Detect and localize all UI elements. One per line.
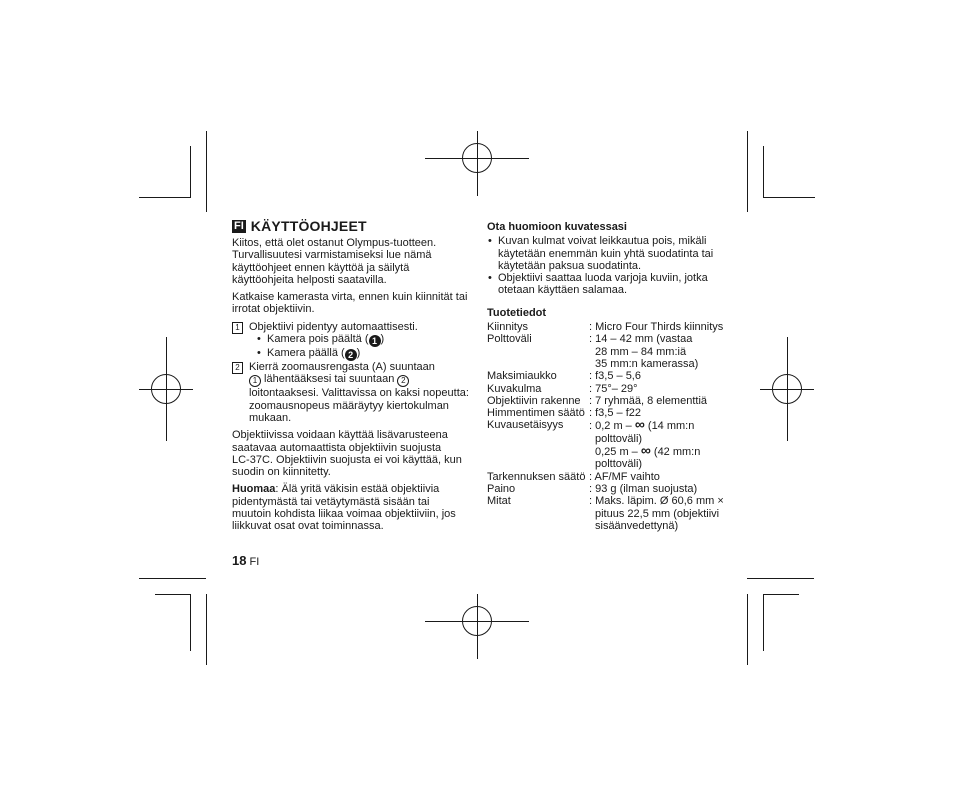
spec-key: Mitat [487,495,511,508]
spec-value: : 14 – 42 mm (vastaa 28 mm – 84 mm:iä 35 mm:n kamerassa) [589,333,699,370]
spec-value: : f3,5 – f22 [589,407,641,420]
spec-row [487,333,737,370]
registration-mark [477,131,478,196]
registration-mark [166,337,167,441]
accessory-paragraph: Objektiivissa voidaan käyttää lisävarusteena saatavaa automaattista objektiivin suojusta LC-37C. Objektiivin suojusta ei voi käyttää, kun suodin on kiinnitetty. [232,429,462,479]
spec-value: : f3,5 – 5,6 [589,370,641,383]
crop-mark [206,131,207,212]
spec-value: : 0,2 m – ∞ (14 mm:n polttoväli) 0,25 m – ∞ (42 mm:n polttoväli) [589,416,701,471]
step-text: Objektiivi pidentyy automaattisesti. [249,320,418,333]
list-item: • Objektiivi saattaa luoda varjoja kuviin, jotka otetaan käyttäen salamaa. [487,272,737,297]
spec-key: Maksimiaukko [487,370,557,383]
spec-key: Objektiivin rakenne [487,394,581,407]
step-number: 2 [232,362,243,374]
section-title [232,220,477,233]
specs-heading: Tuotetiedot [487,306,547,319]
note-paragraph: Huomaa: Älä yritä väkisin estää objektiivia pidentymästä tai vetäytymästä sisään tai muutoin kohdista liikaa voimaa objektiiviin, jos liikkuvat osat ovat toiminnassa. [232,483,456,533]
crop-mark [139,197,191,198]
list-item: • Kamera pois päältä ( 1 ) [249,333,477,347]
specs-table [487,321,737,532]
crop-mark [747,594,748,665]
spec-key: Polttoväli [487,333,532,346]
crop-mark [206,594,207,665]
spec-key: Kiinnitys [487,321,528,334]
spec-value: : Micro Four Thirds kiinnitys [589,321,724,334]
crop-mark [763,146,764,198]
circled-number: 2 [397,375,409,387]
spec-row [487,370,737,382]
crop-mark [155,594,191,595]
crop-mark [747,131,748,212]
spec-key: Himmentimen säätö [487,407,585,420]
note-label: Huomaa [232,483,276,496]
right-column [487,221,737,532]
spec-row [487,495,737,532]
spec-value: : 75°– 29° [589,382,638,395]
crop-mark [763,594,764,651]
registration-mark [787,337,788,441]
spec-row [487,321,737,333]
crop-mark [139,578,206,579]
spec-key: Tarkennuksen säätö [487,470,586,483]
registration-mark [477,594,478,659]
spec-value: : 93 g (ilman suojusta) [589,482,698,495]
page-title: KÄYTTÖOHJEET [250,218,367,235]
language-badge: FI [234,220,244,232]
list-item: • Kuvan kulmat voivat leikkautua pois, mikäli käytetään enemmän kuin yhtä suodatinta tai käytetään paksua suodatinta. [487,235,737,272]
number-badge: 1 [369,335,381,347]
step-1 [232,321,477,361]
spec-row [487,483,737,495]
spec-row [487,383,737,395]
step-2: 2 Kierrä zoomausrengasta (A) suuntaan 1 lähentääksesi tai suuntaan 2 loitontaaksesi. Valittavissa on kaksi nopeutta: zoomausnopeus määräytyy kiertokulman mukaan. [232,361,477,424]
caution-heading: Ota huomioon kuvatessasi [487,221,627,233]
spec-value: : 7 ryhmää, 8 elementtiä [589,394,708,407]
list-item: • Kamera päällä ( 2 ) [249,347,477,361]
spec-key: Kuvakulma [487,382,542,395]
spec-key: Kuvausetäisyys [487,419,564,432]
detach-paragraph: Katkaise kamerasta virta, ennen kuin kiinnität tai irrotat objektiivin. [232,291,468,316]
intro-paragraph: Kiitos, että olet ostanut Olympus-tuotteen. Turvallisuutesi varmistamiseksi lue nämä käyttöohjeet ennen käyttöä ja säilytä käyttöohjeita helposti saatavilla. [232,237,437,286]
spec-row [487,416,737,471]
crop-mark [763,594,799,595]
spec-row [487,407,737,419]
crop-mark [190,594,191,651]
spec-row [487,471,737,483]
spec-row [487,395,737,407]
crop-mark [190,146,191,198]
spec-value: : AF/MF vaihto [589,470,660,483]
page-number: 18 FI [232,553,260,568]
number-badge: 2 [345,349,357,361]
left-column [232,220,477,538]
crop-mark [747,578,814,579]
circled-number: 1 [249,375,261,387]
spec-value: : Maks. läpim. Ø 60,6 mm × pituus 22,5 mm (objektiivi sisäänvedettynä) [589,495,724,532]
crop-mark [763,197,815,198]
spec-key: Paino [487,482,516,495]
step-number: 1 [232,322,243,334]
